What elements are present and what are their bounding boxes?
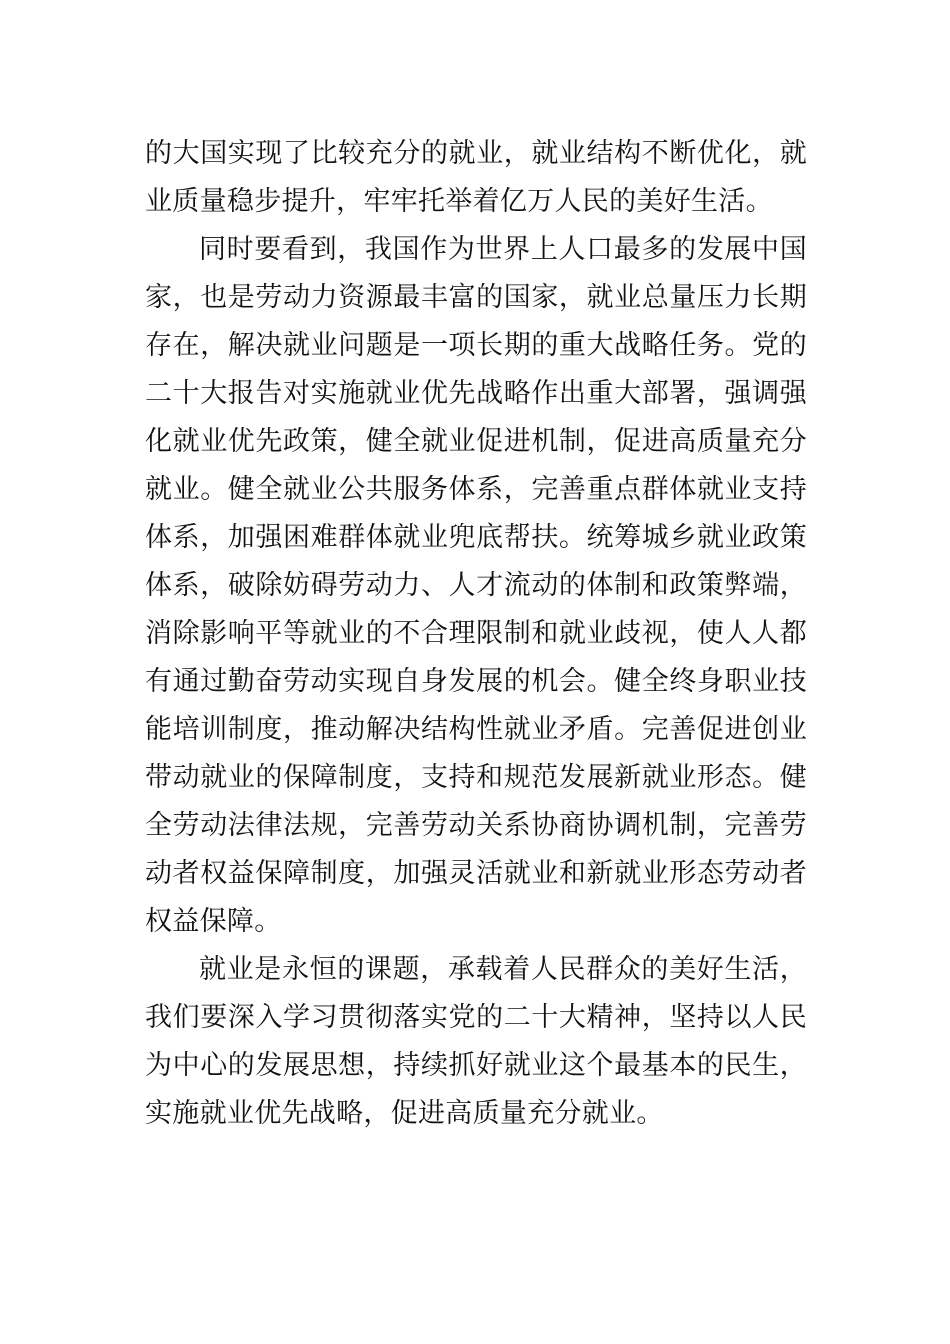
paragraph-continued: 的大国实现了比较充分的就业，就业结构不断优化，就业质量稳步提升，牢牢托举着亿万人民的美好生活。 — [145, 138, 807, 217]
document-body — [145, 130, 807, 1138]
paragraph-conclusion: 就业是永恒的课题，承载着人民群众的美好生活，我们要深入学习贯彻落实党的二十大精神，坚持以人民为中心的发展思想，持续抓好就业这个最基本的民生，实施就业优先战略，促进高质量充分就业。 — [145, 954, 807, 1129]
paragraph-employment-strategy: 同时要看到，我国作为世界上人口最多的发展中国家，也是劳动力资源最丰富的国家，就业总量压力长期存在，解决就业问题是一项长期的重大战略任务。党的二十大报告对实施就业优先战略作出重大部署，强调强化就业优先政策，健全就业促进机制，促进高质量充分就业。健全就业公共服务体系，完善重点群体就业支持体系，加强困难群体就业兜底帮扶。统筹城乡就业政策体系，破除妨碍劳动力、人才流动的体制和政策弊端，消除影响平等就业的不合理限制和就业歧视，使人人都有通过勤奋劳动实现自身发展的机会。健全终身职业技能培训制度，推动解决结构性就业矛盾。完善促进创业带动就业的保障制度，支持和规范发展新就业形态。健全劳动法律法规，完善劳动关系协商协调机制，完善劳动者权益保障制度，加强灵活就业和新就业形态劳动者权益保障。 — [145, 234, 807, 937]
